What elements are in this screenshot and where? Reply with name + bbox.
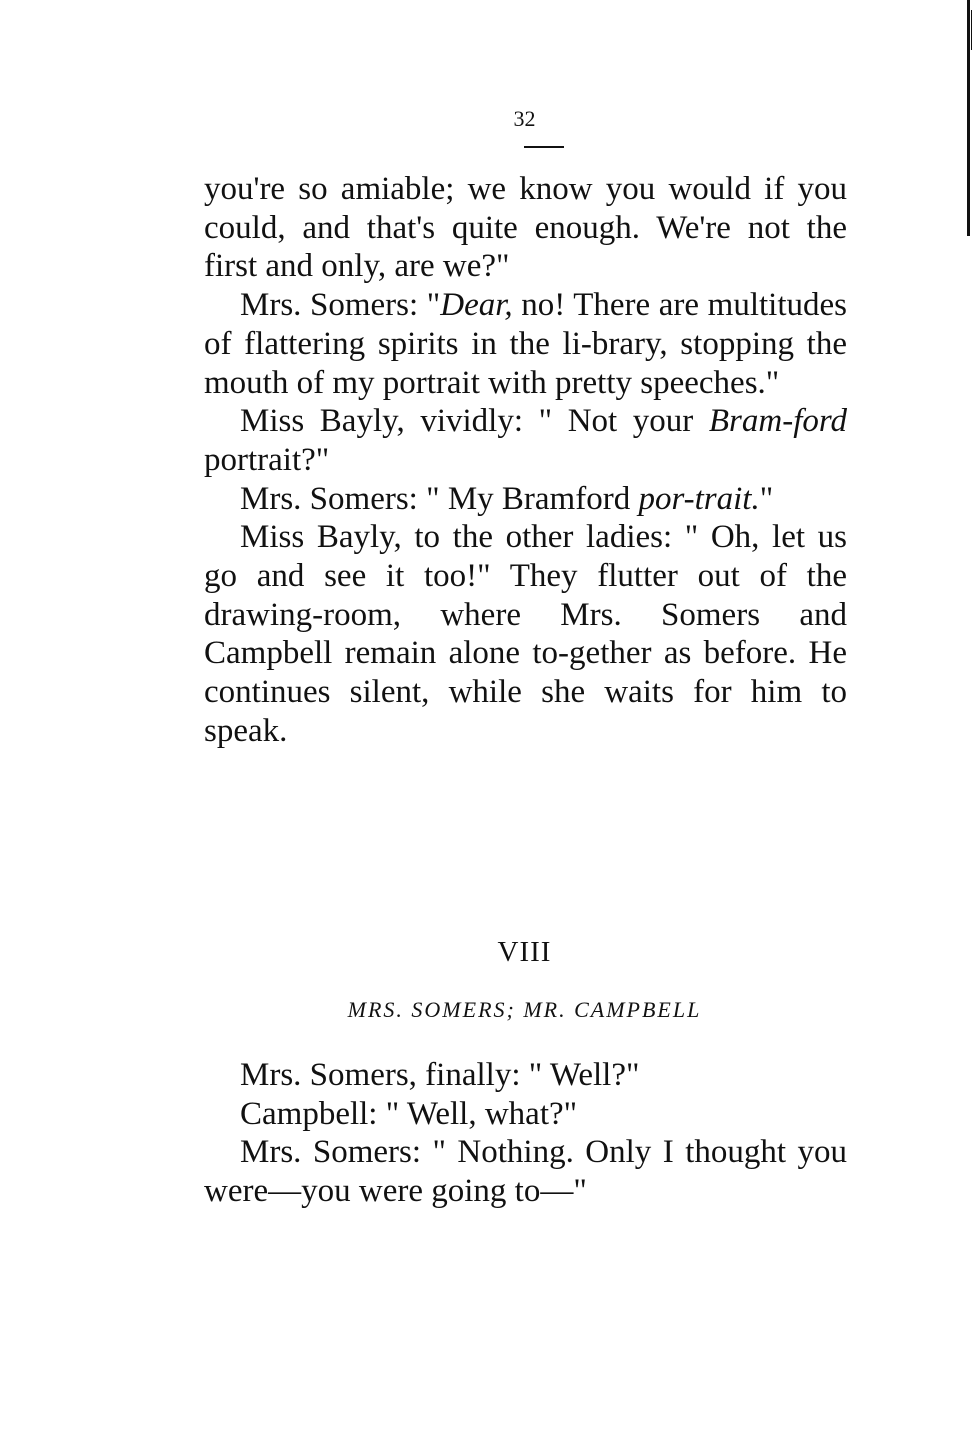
paragraph-mrs-somers-finally: Mrs. Somers, finally: " Well?" — [240, 1057, 640, 1093]
paragraph-miss-bayly-ladies: Miss Bayly, to the other ladies: " Oh, let us go and see it too!" They flutter out of the drawing-room, where Mrs. Somers and Campbell remain alone to-gether as before. He continues silent, while she waits for him to speak. — [204, 519, 847, 749]
section-characters: MRS. SOMERS; MR. CAMPBELL — [347, 997, 702, 1022]
body-text-after-section — [204, 1056, 847, 1211]
remaining-text: portrait?" — [204, 441, 330, 478]
remaining-text: " — [759, 480, 774, 517]
emphasis-text: por-trait. — [638, 480, 760, 517]
paragraph-mrs-somers-portrait — [204, 480, 847, 519]
paragraph-continuation: you're so amiable; we know you would if you could, and that's quite enough. We're not the first and only, are we?" — [204, 171, 847, 285]
speaker-text: Mrs. Somers: " My Bramford — [240, 480, 639, 517]
speaker-text: Miss Bayly, vividly: " Not your — [240, 403, 709, 440]
emphasis-text: Dear, — [440, 287, 513, 324]
paragraph-campbell: Campbell: " Well, what?" — [240, 1095, 578, 1132]
emphasis-text: Bram-ford — [708, 403, 847, 440]
paragraph-mrs-somers-dear — [204, 286, 847, 402]
body-text-before-section — [204, 170, 847, 751]
page-number: 32 — [513, 106, 536, 131]
speaker-text: Mrs. Somers: " — [240, 287, 441, 324]
page-number-rule — [524, 146, 564, 148]
section-numeral: VIII — [497, 936, 552, 968]
paragraph-miss-bayly-vividly — [204, 402, 847, 479]
remaining-text: no! There are multitudes of flattering spirits in the li-brary, stopping the mouth of my portrait with pretty speeches." — [204, 287, 847, 401]
paragraph-mrs-somers-nothing: Mrs. Somers: " Nothing. Only I thought you were—you were going to—" — [204, 1134, 847, 1210]
